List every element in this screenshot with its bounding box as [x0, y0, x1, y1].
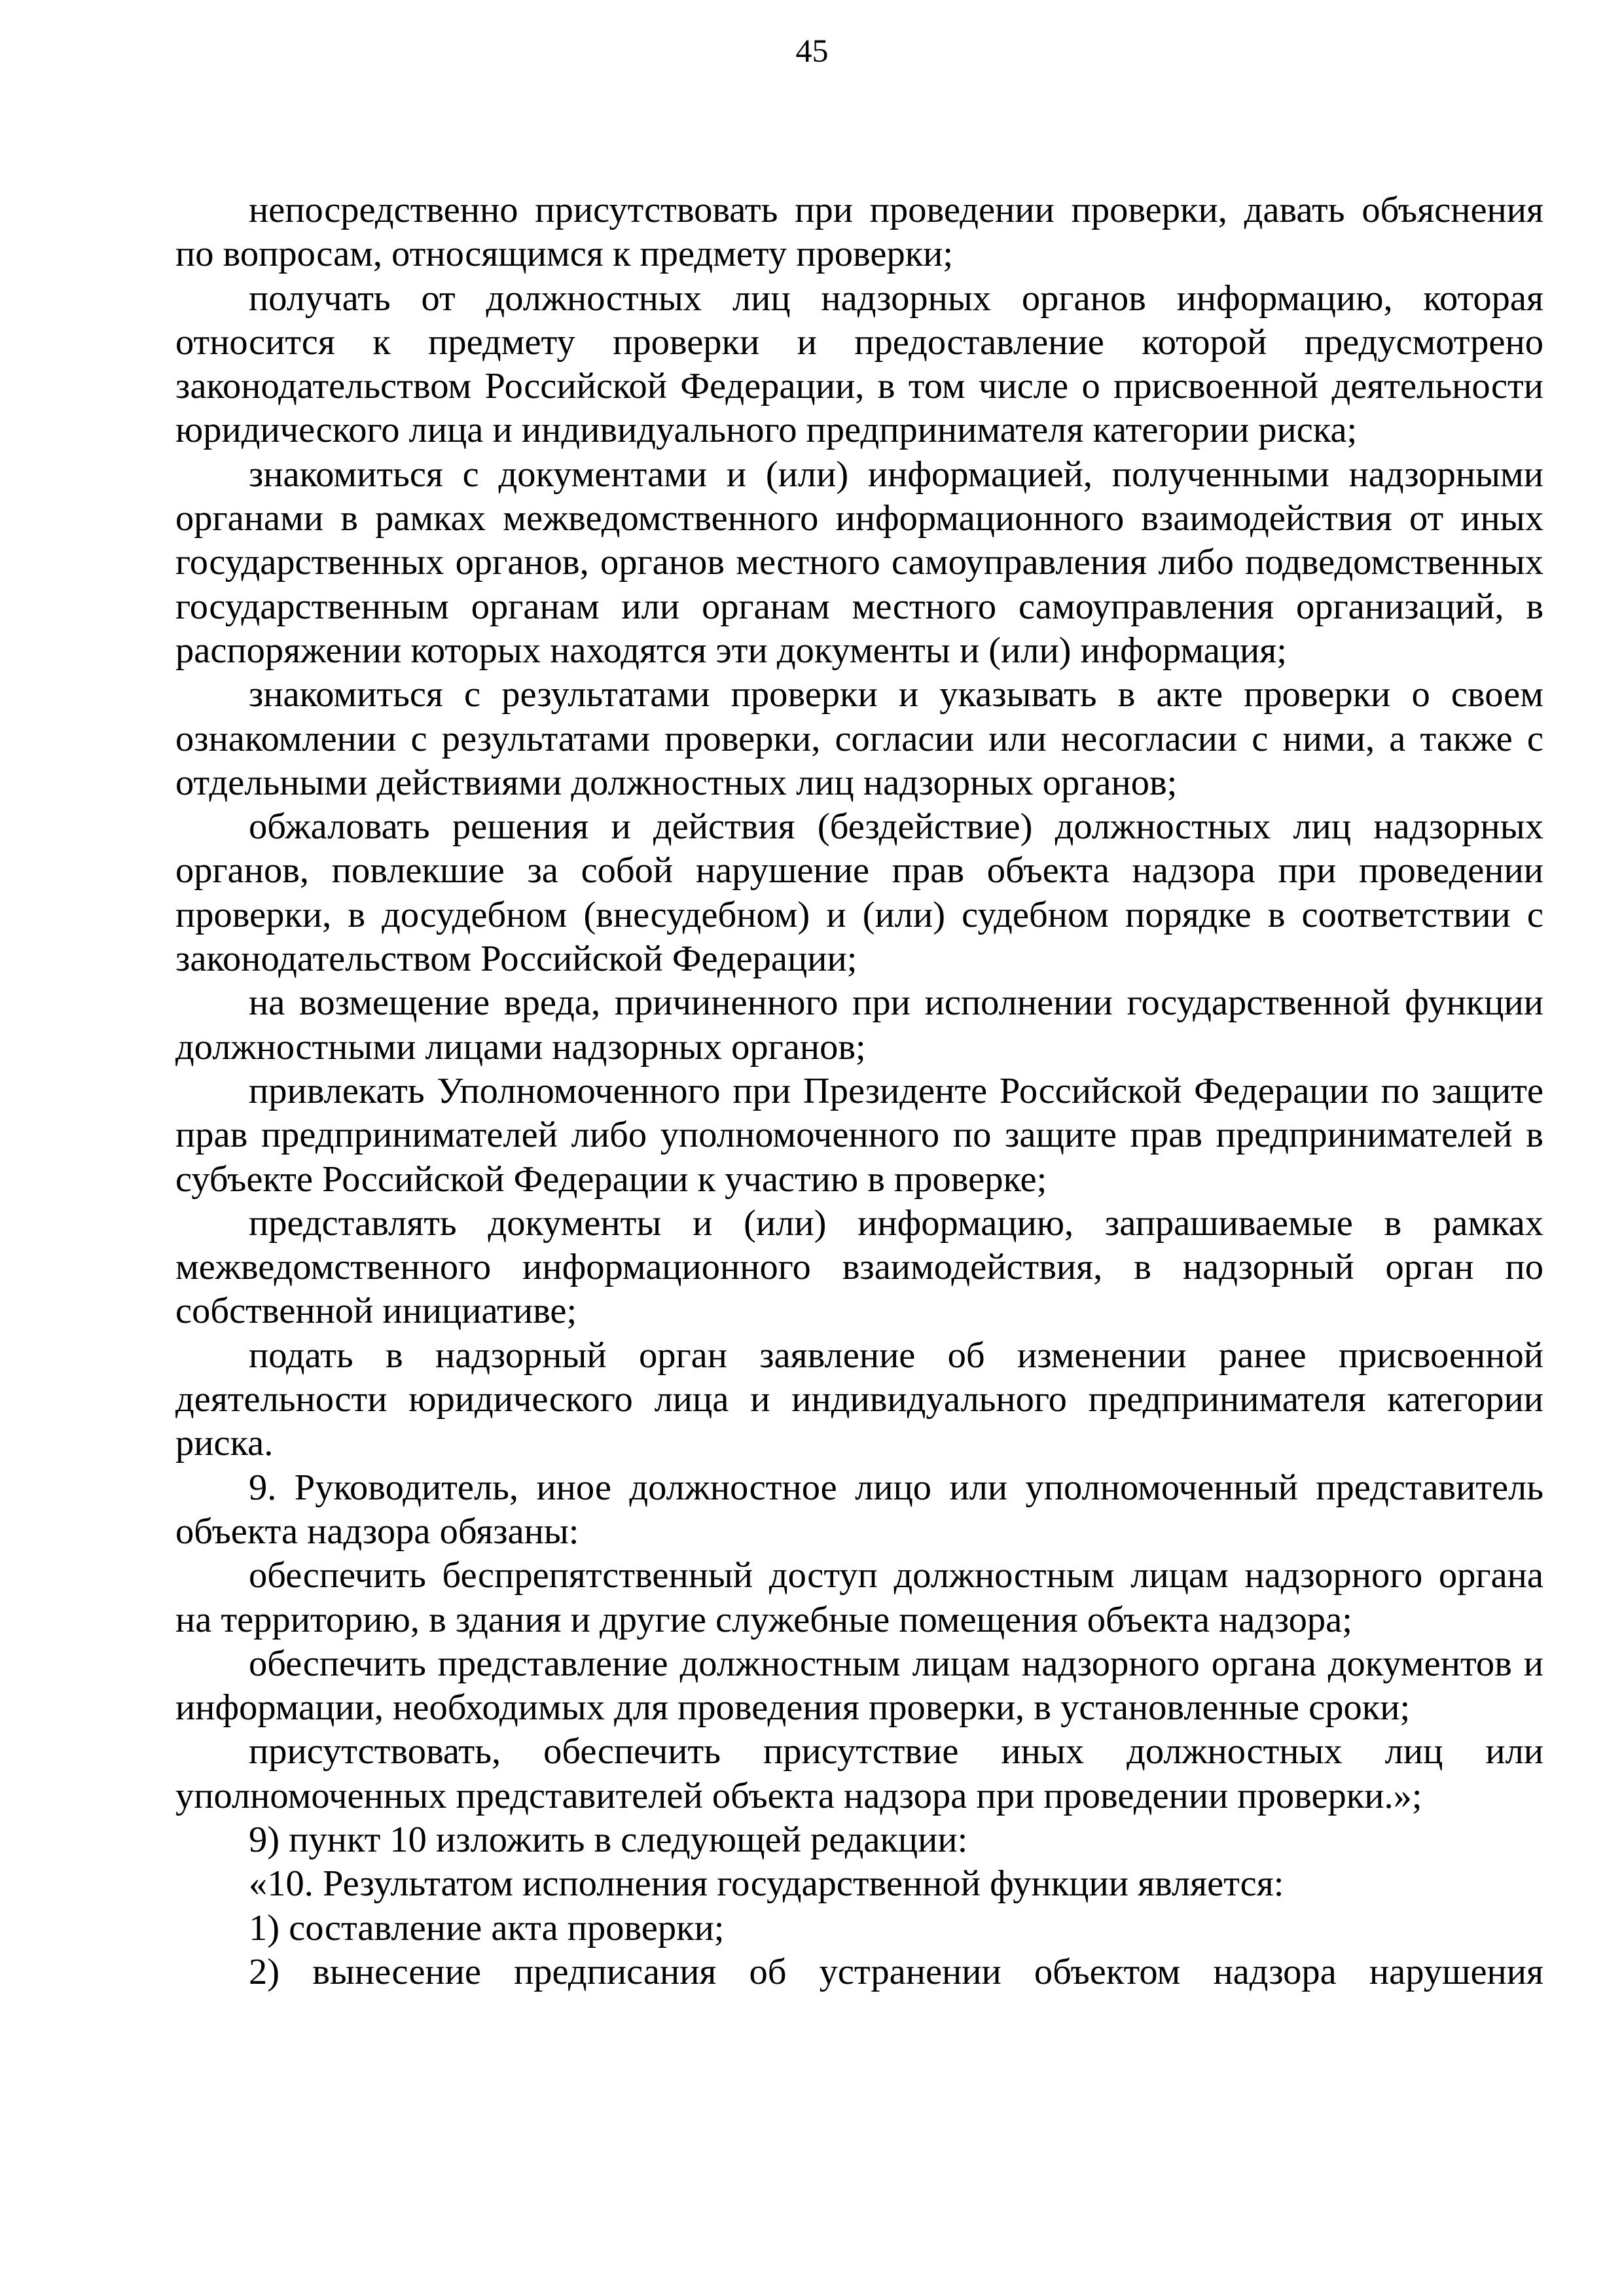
paragraph: 9) пункт 10 изложить в следующей редакции:	[249, 1819, 968, 1860]
paragraph: 1) составление акта проверки;	[249, 1907, 725, 1948]
paragraph: привлекать Уполномоченного при Президенте Российской Федерации по защите прав предпринимателей либо уполномоченного по защите прав предпринимателей в субъекте Российской Федерации к участию в проверке;	[175, 1070, 1543, 1200]
paragraph: подать в надзорный орган заявление об изменении ранее присвоенной деятельности юридического лица и индивидуального предпринимателя категории риска.	[175, 1335, 1543, 1464]
page-number: 45	[795, 32, 829, 69]
paragraph: 2) вынесение предписания об устранении объектом надзора нарушения	[249, 1951, 1543, 1992]
document-body	[175, 188, 1543, 1994]
paragraph: на возмещение вреда, причиненного при исполнении государственной функции должностными лицами надзорных органов;	[175, 982, 1543, 1067]
paragraph: представлять документы и (или) информацию, запрашиваемые в рамках межведомственного информационного взаимодействия, в надзорный орган по собственной инициативе;	[175, 1202, 1543, 1332]
paragraph: «10. Результатом исполнения государственной функции является:	[249, 1863, 1284, 1905]
paragraph: обеспечить представление должностным лицам надзорного органа документов и информации, необходимых для проведения проверки, в установленные сроки;	[175, 1643, 1543, 1729]
paragraph: знакомиться с документами и (или) информацией, полученными надзорными органами в рамках межведомственного информационного взаимодействия от иных государственных органов, органов местного самоуправления либо подведомственных государственным органам или органам местного самоуправления организаций, в распоряжении которых находятся эти документы и (или) информация;	[175, 454, 1543, 671]
paragraph: знакомиться с результатами проверки и указывать в акте проверки о своем ознакомлении с результатами проверки, согласии или несогласии с ними, а также с отдельными действиями должностных лиц надзорных органов;	[175, 674, 1543, 803]
paragraph: получать от должностных лиц надзорных органов информацию, которая относится к предмету проверки и предоставление которой предусмотрено законодательством Российской Федерации, в том числе о присвоенной деятельности юридического лица и индивидуального предпринимателя категории риска;	[175, 278, 1543, 451]
paragraph: присутствовать, обеспечить присутствие иных должностных лиц или уполномоченных представителей объекта надзора при проведении проверки.»;	[175, 1731, 1543, 1816]
paragraph: обжаловать решения и действия (бездействие) должностных лиц надзорных органов, повлекшие за собой нарушение прав объекта надзора при проведении проверки, в досудебном (внесудебном) и (или) судебном порядке в соответствии с законодательством Российской Федерации;	[175, 806, 1543, 980]
paragraph: непосредственно присутствовать при проведении проверки, давать объяснения по вопросам, относящимся к предмету проверки;	[175, 190, 1543, 275]
paragraph: обеспечить беспрепятственный доступ должностным лицам надзорного органа на территорию, в здания и другие служебные помещения объекта надзора;	[175, 1555, 1543, 1640]
paragraph: 9. Руководитель, иное должностное лицо или уполномоченный представитель объекта надзора обязаны:	[175, 1467, 1543, 1552]
